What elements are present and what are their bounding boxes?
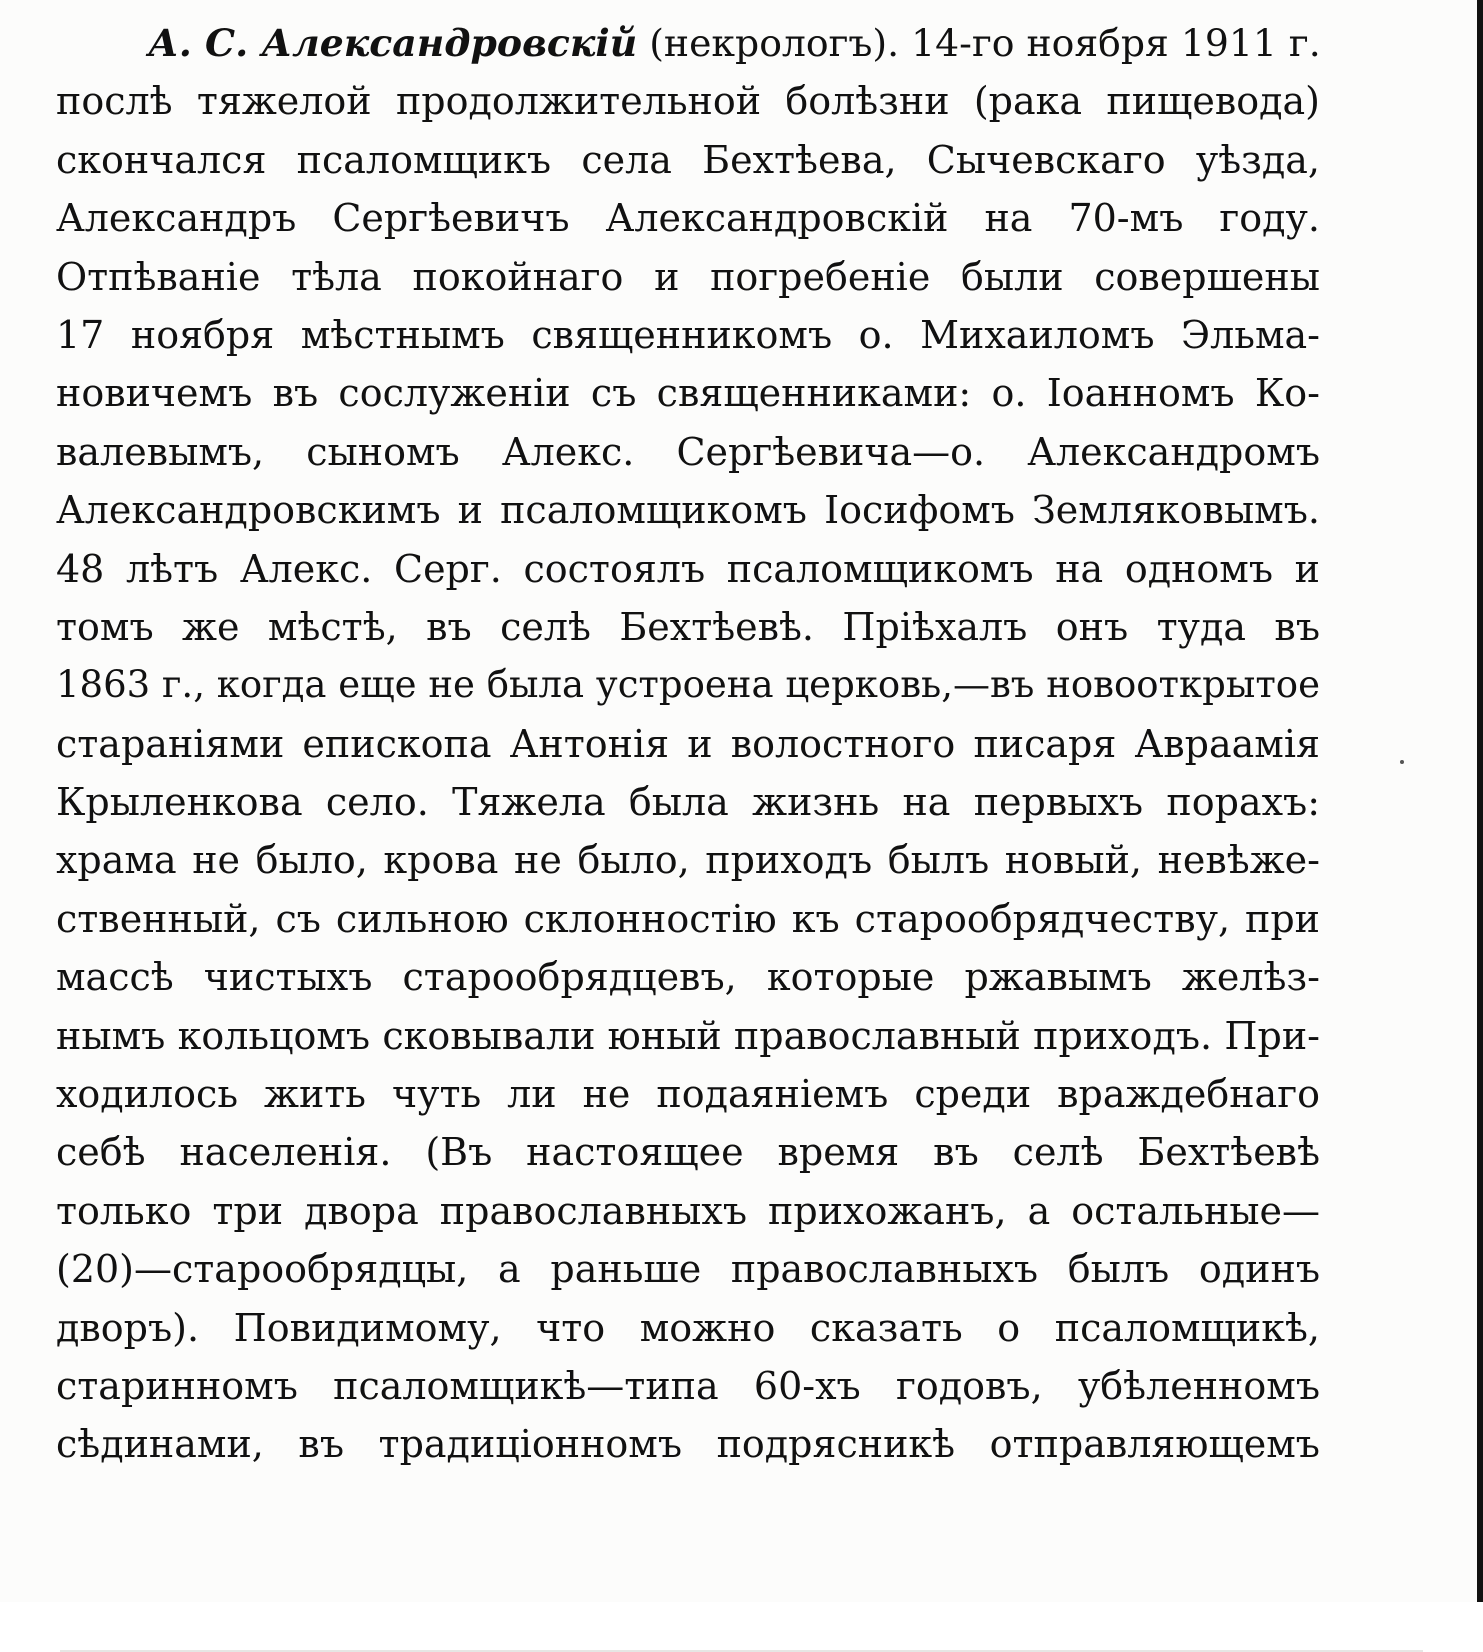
text-line-21: только три двора православныхъ прихожанъ, а остальные— [56, 1188, 1320, 1233]
text-line-10: 48 лѣтъ Алекс. Серг. состоялъ псаломщикомъ на одномъ и [56, 546, 1320, 591]
text-line-3: скончался псаломщикъ села Бехтѣева, Сычевскаго уѣзда, [56, 137, 1320, 182]
text-line-14: Крыленкова село. Тяжела была жизнь на первыхъ порахъ: [56, 780, 1320, 825]
text-line-25: сѣдинами, въ традиціонномъ подрясникѣ отправляющемъ [56, 1422, 1320, 1467]
text-line-2: послѣ тяжелой продолжительной болѣзни (рака пищевода) [56, 79, 1320, 124]
text-line-1: А. С. Александровскій (некрологъ). 14-го ноября 1911 г. [56, 14, 1320, 72]
text-line-23: дворъ). Повидимому, что можно сказать о псаломщикѣ, [56, 1305, 1320, 1350]
text-line-18: нымъ кольцомъ сковывали юный православный приходъ. При- [56, 1013, 1320, 1058]
text-line-11: томъ же мѣстѣ, въ селѣ Бехтѣевѣ. Пріѣхалъ онъ туда въ [56, 604, 1320, 649]
text-line-16: ственный, съ сильною склонностію къ старообрядчеству, при [56, 896, 1320, 941]
text-line-17: массѣ чистыхъ старообрядцевъ, которые ржавымъ желѣз- [56, 955, 1320, 1000]
obituary-text [56, 14, 1320, 1474]
text-line-12: 1863 г., когда еще не была устроена церковь,—въ новооткрытое [56, 663, 1320, 707]
text-line-7: новичемъ въ сослуженіи съ священниками: о. Іоанномъ Ко- [56, 371, 1320, 416]
obituary-name: А. С. Александровскій [148, 21, 638, 65]
text-line-24: старинномъ псаломщикѣ—типа 60-хъ годовъ, убѣленномъ [56, 1363, 1320, 1408]
text-line-6: 17 ноября мѣстнымъ священникомъ о. Михаиломъ Эльма- [56, 312, 1320, 357]
text-line-13: стараніями епископа Антонія и волостного писаря Авраамія [56, 721, 1320, 766]
text-line-5: Отпѣваніе тѣла покойнаго и погребеніе были совершены [56, 254, 1320, 299]
text-line-15: храма не было, крова не было, приходъ былъ новый, невѣже- [56, 838, 1320, 883]
page-binding-edge [1477, 0, 1483, 1602]
paper-speck [1400, 760, 1404, 764]
text-line-9: Александровскимъ и псаломщикомъ Іосифомъ Земляковымъ. [56, 488, 1320, 533]
text-line-20: себѣ населенія. (Въ настоящее время въ селѣ Бехтѣевѣ [56, 1130, 1320, 1175]
text-line-4: Александръ Сергѣевичъ Александровскій на 70-мъ году. [56, 196, 1320, 241]
text-line-19: ходилось жить чуть ли не подаяніемъ среди враждебнаго [56, 1072, 1320, 1117]
text-line-22: (20)—старообрядцы, а раньше православныхъ былъ одинъ [56, 1247, 1320, 1292]
text-line-8: валевымъ, сыномъ Алекс. Сергѣевича—о. Александромъ [56, 429, 1320, 474]
